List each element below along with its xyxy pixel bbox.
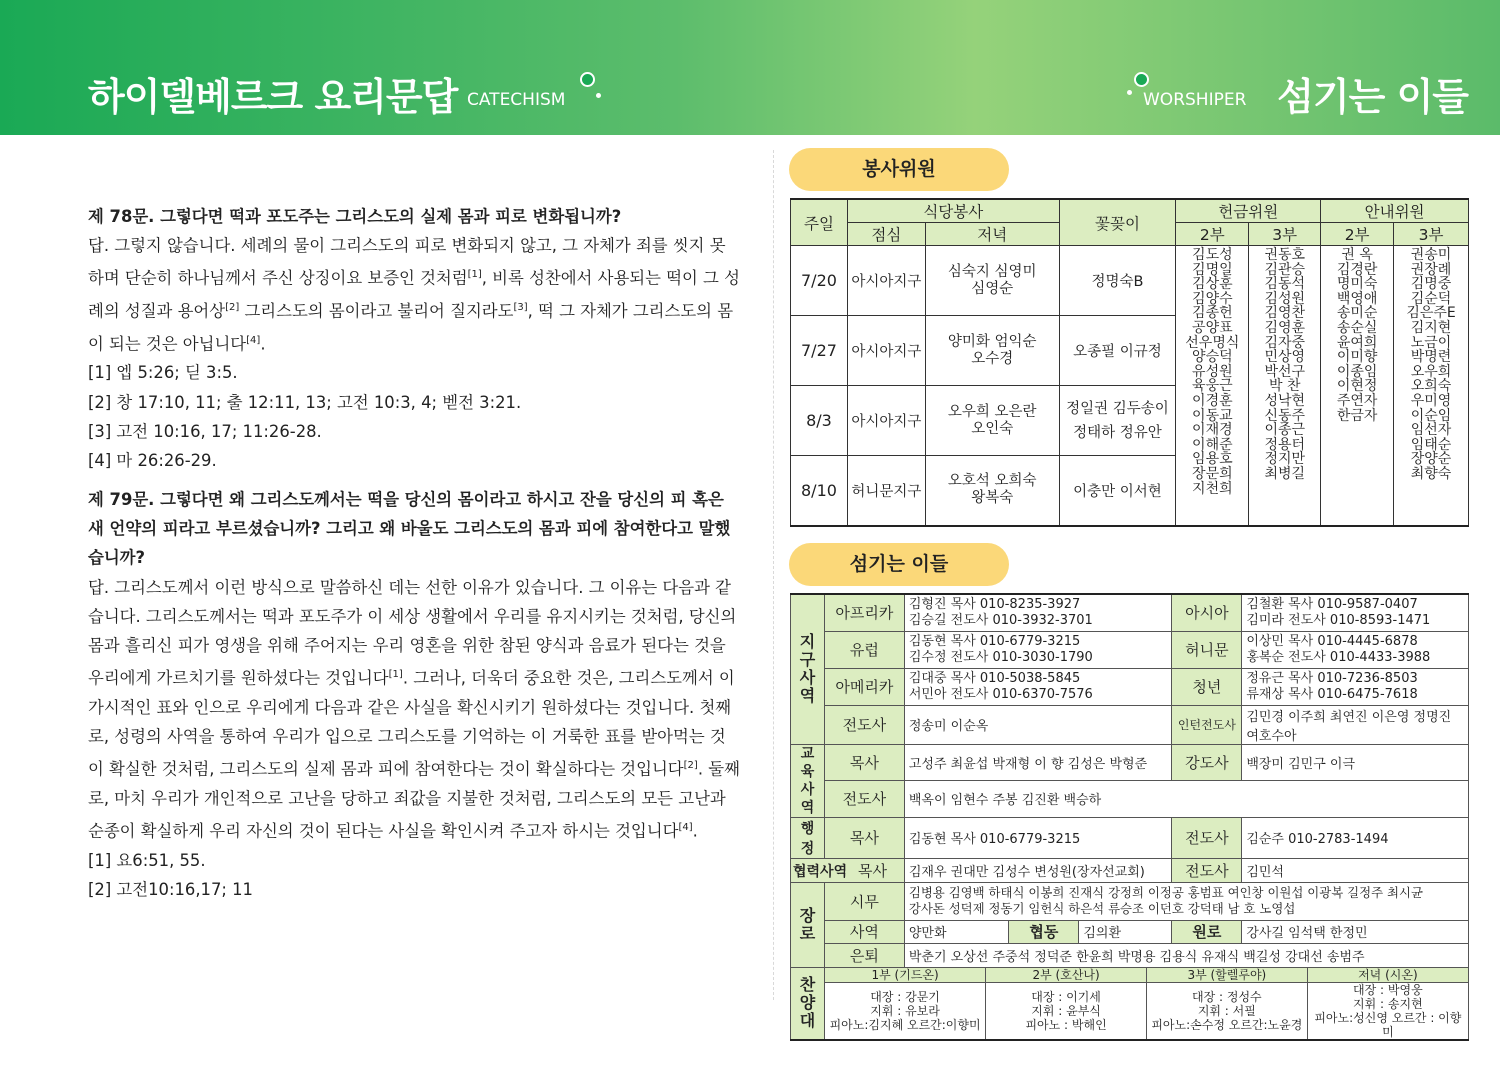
header-usher-3: 3부: [1394, 223, 1469, 246]
catechism-subtitle: CATECHISM: [467, 90, 566, 110]
region-label: 지 구 사 역: [791, 594, 825, 744]
column-divider: [773, 150, 774, 1000]
usher-2-list: 권 옥 김경란 명미숙 백영애 송미순 송순실 윤여희 이미향 이종임 이현정 주연자 한금자: [1321, 246, 1394, 526]
reference: [3] 고전 10:16, 17; 11:26-28.: [88, 421, 322, 441]
header-offering: 헌금위원: [1176, 199, 1321, 223]
education-label: 교육 사역: [791, 744, 825, 817]
table-row: 8/3 아시아지구 오우희 오은란 오인숙 정일권 김두송이 정태하 정유안: [791, 386, 1469, 456]
question-78-title: 제 78문. 그렇다면 떡과 포도주는 그리스도의 실제 몸과 피로 변화됩니까?: [88, 207, 622, 226]
decor-dot-icon: [580, 72, 595, 87]
volunteers-table: [790, 198, 1469, 527]
worshiper-subtitle: WORSHIPER: [1143, 90, 1247, 110]
table-row: 7/20 아시아지구 심숙지 심영미 심영순 정명숙B 김도성 김명일 김상훈 김양수 김종헌 공양표 선우명식 양승덕 유성원 육웅근 이경훈 이동교 이재경 이해준 임용호 장문희 지천희 권동호 김관승 김동석 김성원 김영찬 김영훈 김자중 민상영 박선구 박 찬 성낙현 신동주 이종근 정용터 정지만 최병길 권 옥 김경란 명미숙 백영애 송미순 송순실 윤여희 이미향 이종임 이현정 주연자 한금자 권송미 권장례 김명중 김순덕 김은주E 김지현 노금이 박명련 오우희 오희숙 우미영 이순임 임선자 임태순 장양순 최향숙: [791, 246, 1469, 316]
catechism-title: 하이델베르크 요리문답: [88, 75, 458, 119]
question-79-title: 제 79문. 그렇다면 왜 그리스도께서는 떡을 당신의 몸이라고 하시고 잔을 당신의 피 혹은 새 언약의 피라고 부르셨습니까? 그리고 왜 바울도 그리스도의 몸과 피에 참여한다고 말했습니까?: [88, 490, 731, 568]
choir-label: 찬 양 대: [791, 967, 825, 1040]
header-dinner: 저녁: [925, 223, 1059, 246]
worshiper-title: 섬기는 이들: [1277, 75, 1468, 119]
header-lunch: 점심: [847, 223, 925, 246]
header-date: 주일: [791, 199, 848, 246]
elder-label: 장 로: [791, 882, 825, 967]
table-row: 7/27 아시아지구 양미화 엄익순 오수경 오종필 이규정: [791, 316, 1469, 386]
answer-79: 답. 그리스도께서 이런 방식으로 말씀하신 데는 선한 이유가 있습니다. 그 이유는 다음과 같습니다. 그리스도께서는 떡과 포도주가 이 세상 생활에서 우리를 유지시키는 것처럼, 당신의 몸과 흘리신 피가 영생을 위해 주어지는 우리 영혼을 위한 참된 양식과 음료가 된다는 것을 우리에게 가르치기를 원하셨다는 것입니다[1]. 그러나, 더욱더 중요한 것은, 그리스도께서 이 가시적인 표와 인으로 우리에게 다음과 같은 사실을 확신시키기 원하셨다는 것입니다. 첫째로, 성령의 사역을 통하여 우리가 입으로 그리스도를 기억하는 이 거룩한 표를 받아먹는 것이 확실한 것처럼, 그리스도의 실제 몸과 피에 참여한다는 것이 확실하다는 것입니다[2]. 둘째로, 마치 우리가 개인적으로 고난을 당하고 죄값을 지불한 것처럼, 그리스도의 모든 고난과 순종이 확실하게 우리 자신의 것이 된다는 사실을 확인시켜 주고자 하시는 것입니다[4].: [88, 577, 740, 841]
header-usher-2: 2부: [1321, 223, 1394, 246]
reference: [1] 요6:51, 55.: [88, 850, 206, 870]
choir-4: 대장 : 박영웅 지휘 : 송지현 피아노:성신영 오르간 : 이향미: [1314, 982, 1462, 1039]
question-78: [88, 202, 740, 475]
offering-2-list: 김도성 김명일 김상훈 김양수 김종헌 공양표 선우명식 양승덕 유성원 육웅근 이경훈 이동교 이재경 이해준 임용호 장문희 지천희: [1176, 246, 1249, 526]
table-row: 8/10 허니문지구 오호석 오희숙 왕복숙 이충만 이서현: [791, 456, 1469, 526]
header-flower: 꽃꽂이: [1059, 199, 1176, 246]
decor-dot-icon: [1134, 72, 1149, 87]
header-offering-3: 3부: [1249, 223, 1321, 246]
choir-1: 대장 : 강문기 지휘 : 유보라 피아노:김지혜 오르간:이향미: [825, 982, 986, 1039]
volunteers-heading: 봉사위원: [789, 148, 1009, 191]
header-offering-2: 2부: [1176, 223, 1249, 246]
offering-3-list: 권동호 김관승 김동석 김성원 김영찬 김영훈 김자중 민상영 박선구 박 찬 성낙현 신동주 이종근 정용터 정지만 최병길: [1249, 246, 1321, 526]
header-meal: 식당봉사: [847, 199, 1059, 223]
header-usher: 안내위원: [1321, 199, 1469, 223]
reference: [2] 창 17:10, 11; 출 12:11, 13; 고전 10:3, 4; 벧전 3:21.: [88, 392, 522, 412]
servants-heading: 섬기는 이들: [789, 543, 1009, 586]
reference: [1] 엡 5:26; 딛 3:5.: [88, 363, 238, 383]
reference: [4] 마 26:26-29.: [88, 451, 217, 471]
reference: [2] 고전10:16,17; 11: [88, 880, 253, 900]
choir-3: 대장 : 정성수 지휘 : 서필 피아노:손수정 오르간:노윤경: [1146, 982, 1307, 1039]
question-79: [88, 485, 740, 904]
page-header: [0, 0, 1500, 135]
coop-label: 협력사역 목사: [791, 858, 905, 882]
servants-table: 지 구 사 역 아프리카 김형진 목사 010-8235-3927 김승길 전도사 010-3932-3701 아시아 김철환 목사 010-9587-0407 김미라 전도사 010-8593-1471 유럽 김동현 목사 010-6779-3215 김수정 전도사 010-3030-1790 허니문 이상민 목사 010-4445-6878 홍복순 전도사 010-4433-3988 아메리카 김대중 목사 010-5038-5845 서민아 전도사 010-6370-7576 청년 정유근 목사 010-7236-8503 류재상 목사 010-6475-7618 전도사 정송미 이순옥 인턴전도사 김민경 이주희 최연진 이은영 정명진 여호수아 교육 사역 목사 고성주 최윤섭 박재형 이 향 김성은 박형준 강도사 백장미 김민구 이극 전도사 백옥이 임현수 주봉 김진환 백승하 행정 목사 김동현 목사 010-6779-3215 전도사 김순주 010-2783-1494 협력사역 목사 김재우 권대만 김성수 변성원(장자선교회) 전도사 김민석 장 로 시무 김병용 김영백 하태식 이봉희 진재식 강정희 이정공 홍범표 여인창 이원섭 이광복 길정주 최시균 강사돈 성덕제 정동기 임헌식 하은석 류승조 이던호 강덕태 남 호 노영섭 사역 양만화 협동 김의환 원로 강사길 임석택 한정민 은퇴 박춘기 오상선 주중석 정덕준 한윤희 박명용 김용식 유재식 백길성 강대선 송범주 찬 양 대 1부 (기드온) 2부 (호산나) 3부 (할렐루야) 저녁 (시온) 대장 : 강문기 지휘 : 유보라 피아노:김지혜 오르간:이향미 대장 : 이기세 지휘 : 윤부식 피아노 : 박해인 대장 : 정성수 지휘 : 서필 피아노:손수정 오르간:노윤경 대장 : 박영웅 지휘 : 송지현 피아노:성신영 오르간 : 이향미: [790, 593, 1469, 1041]
usher-3-list: 권송미 권장례 김명중 김순덕 김은주E 김지현 노금이 박명련 오우희 오희숙 우미영 이순임 임선자 임태순 장양순 최향숙: [1394, 246, 1469, 526]
answer-78: 답. 그렇지 않습니다. 세례의 물이 그리스도의 피로 변화되지 않고, 그 자체가 죄를 씻지 못하며 단순히 하나님께서 주신 상징이요 보증인 것처럼[1], 비록 성찬에서 사용되는 떡이 그 성례의 성질과 용어상[2] 그리스도의 몸이라고 불리어 질지라도[3], 떡 그 자체가 그리스도의 몸이 되는 것은 아닙니다[4].: [88, 236, 740, 354]
decor-dot-icon: [1127, 90, 1132, 95]
admin-label: 행정: [791, 817, 825, 858]
decor-dot-icon: [596, 93, 601, 98]
choir-2: 대장 : 이기세 지휘 : 윤부식 피아노 : 박해인: [986, 982, 1147, 1039]
